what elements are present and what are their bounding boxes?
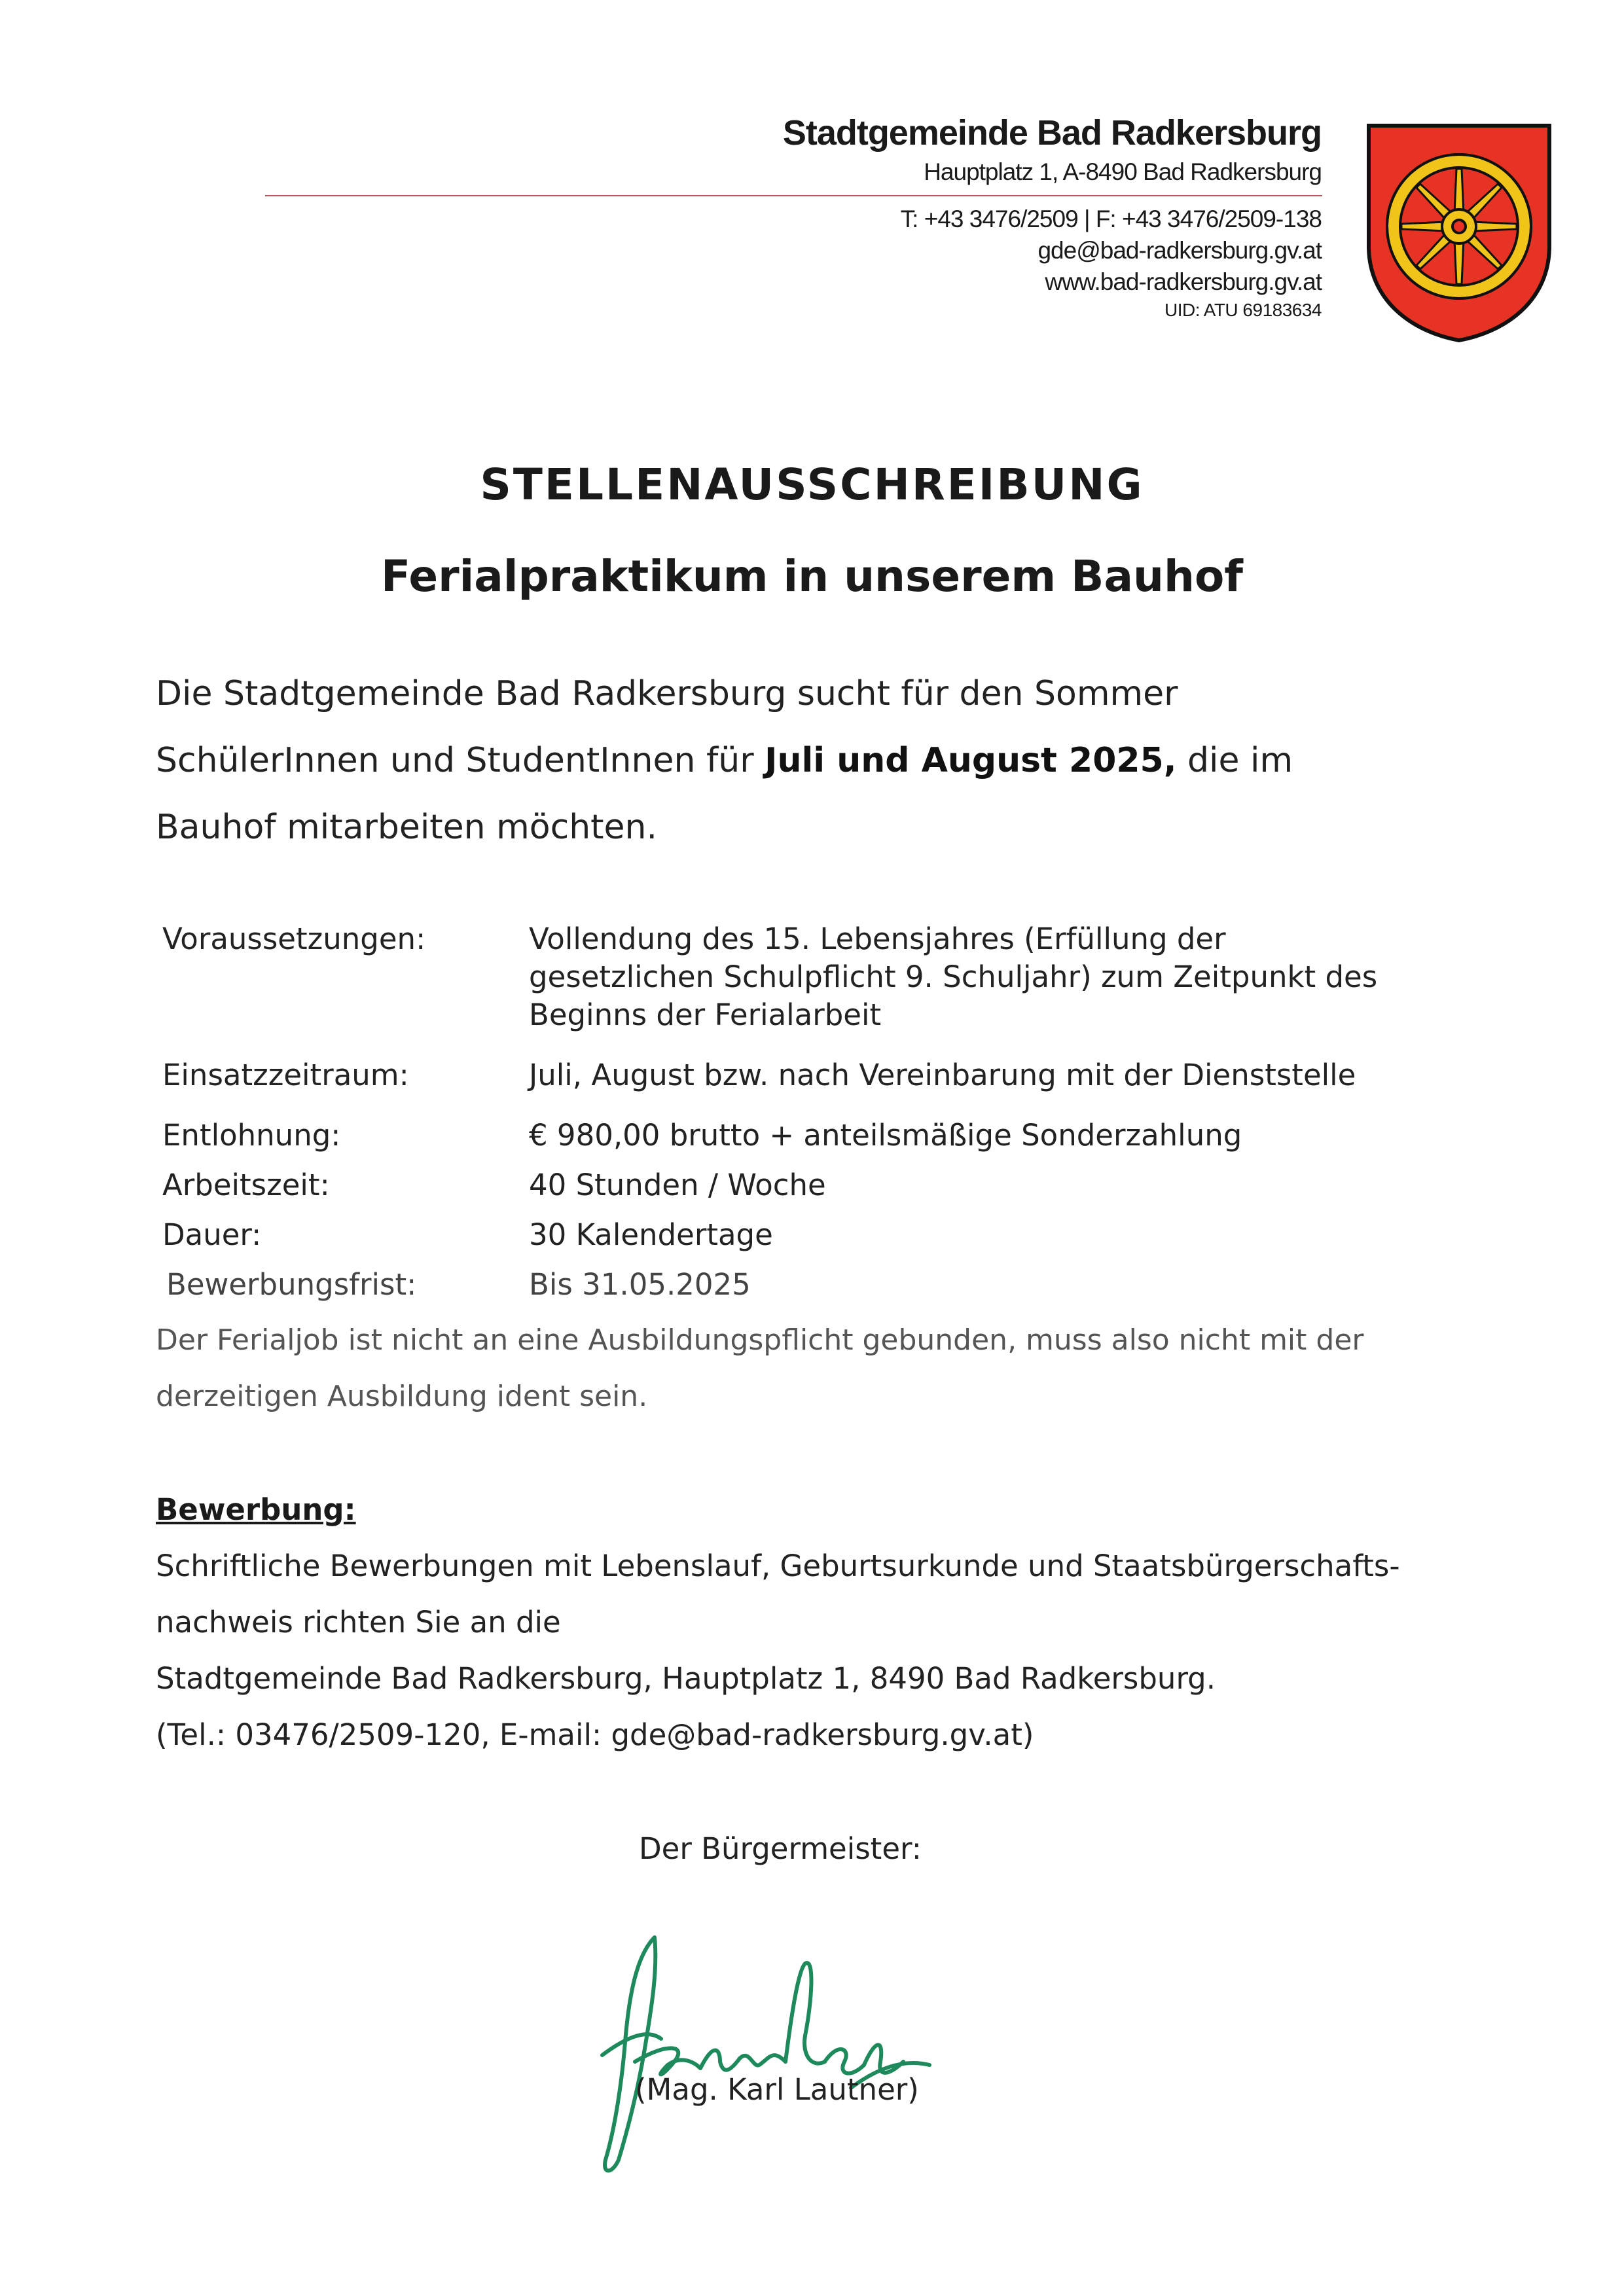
intro-line-1: Die Stadtgemeinde Bad Radkersburg sucht für den Sommer [156, 674, 1178, 713]
letterhead-address: Hauptplatz 1, A-8490 Bad Radkersburg [924, 158, 1322, 185]
detail-label-deadline: Bewerbungsfrist: [166, 1267, 417, 1302]
intro-line-2-post: die im [1176, 741, 1293, 780]
page-subtitle: Ferialpraktikum in unserem Bauhof [380, 551, 1244, 601]
application-heading: Bewerbung: [156, 1492, 356, 1527]
letterhead-email: gde@bad-radkersburg.gv.at [1038, 237, 1322, 264]
letterhead-org-name: Stadtgemeinde Bad Radkersburg [782, 113, 1322, 152]
letterhead-uid: UID: ATU 69183634 [1164, 300, 1322, 320]
detail-label-period: Einsatzzeitraum: [162, 1058, 409, 1092]
note-line-2: derzeitigen Ausbildung ident sein. [156, 1380, 648, 1413]
signatory-name: (Mag. Karl Lautner) [635, 2072, 919, 2107]
detail-value-requirements-1: Vollendung des 15. Lebensjahres (Erfüllung der [529, 922, 1226, 956]
detail-label-requirements: Voraussetzungen: [162, 922, 426, 956]
detail-label-hours: Arbeitszeit: [162, 1168, 330, 1202]
intro-line-2 [156, 741, 1293, 780]
detail-value-duration: 30 Kalendertage [529, 1217, 773, 1252]
detail-value-period: Juli, August bzw. nach Vereinbarung mit der Dienststelle [529, 1058, 1356, 1092]
application-line-2: nachweis richten Sie an die [156, 1605, 561, 1640]
letterhead-phone-fax: T: +43 3476/2509 | F: +43 3476/2509-138 [900, 206, 1322, 232]
signatory-role: Der Bürgermeister: [639, 1831, 922, 1866]
signature-icon [589, 1931, 936, 2179]
intro-line-2-pre: SchülerInnen und StudentInnen für [156, 741, 765, 780]
detail-label-salary: Entlohnung: [162, 1118, 341, 1153]
detail-value-salary: € 980,00 brutto + anteilsmäßige Sonderzahlung [529, 1118, 1242, 1153]
application-line-3: Stadtgemeinde Bad Radkersburg, Hauptplatz 1, 8490 Bad Radkersburg. [156, 1661, 1216, 1696]
detail-value-hours: 40 Stunden / Woche [529, 1168, 826, 1202]
intro-line-3: Bauhof mitarbeiten möchten. [156, 808, 658, 847]
application-contact: (Tel.: 03476/2509-120, E-mail: gde@bad-radkersburg.gv.at) [156, 1717, 1034, 1752]
coat-of-arms-icon [1365, 122, 1553, 344]
detail-value-requirements-3: Beginns der Ferialarbeit [529, 997, 882, 1032]
detail-value-requirements-2: gesetzlichen Schulpflicht 9. Schuljahr) zum Zeitpunkt des [529, 960, 1378, 994]
letterhead-divider [265, 195, 1322, 196]
note-line-1: Der Ferialjob ist nicht an eine Ausbildungspflicht gebunden, muss also nicht mit der [156, 1323, 1364, 1357]
letterhead-website: www.bad-radkersburg.gv.at [1045, 268, 1322, 295]
intro-period-highlight: Juli und August 2025, [765, 741, 1177, 780]
detail-value-deadline: Bis 31.05.2025 [529, 1267, 751, 1302]
application-line-1: Schriftliche Bewerbungen mit Lebenslauf, Geburtsurkunde und Staatsbürgerschafts- [156, 1549, 1400, 1583]
detail-label-duration: Dauer: [162, 1217, 262, 1252]
page-title: STELLENAUSSCHREIBUNG [480, 459, 1144, 510]
